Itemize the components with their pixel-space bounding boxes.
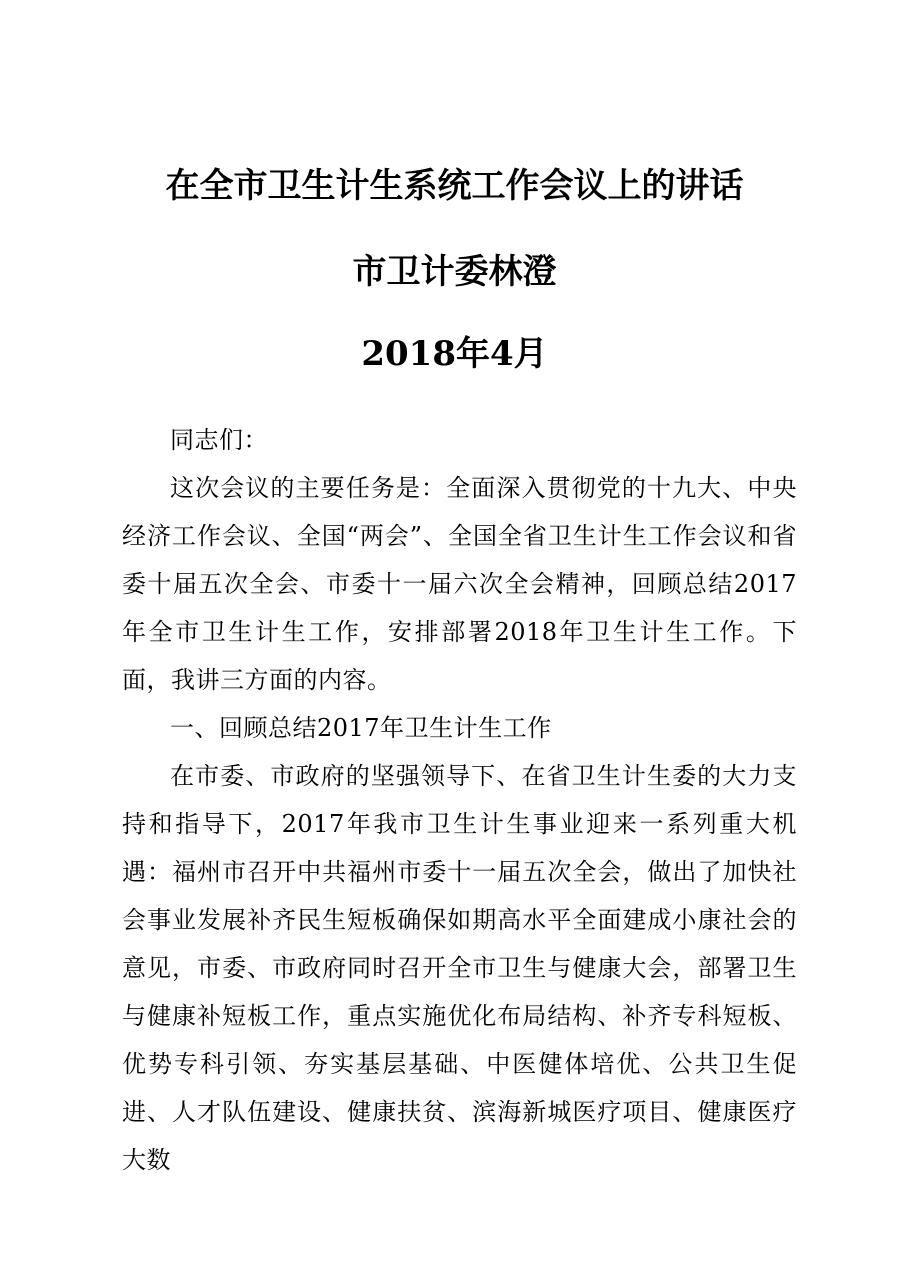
document-body [122, 416, 797, 1184]
section-heading: 一、回顾总结2017年卫生计生工作 [170, 714, 552, 742]
review-paragraph: 在市委、市政府的坚强领导下、在省卫生计生委的大力支持和指导下，2017年我市卫生计生事业迎来一系列重大机遇：福州市召开中共福州市委十一届五次全会，做出了加快社会事业发展补齐民生短板确保如期高水平全面建成小康社会的意见，市委、市政府同时召开全市卫生与健康大会，部署卫生与健康补短板工作，重点实施优化布局结构、补齐专科短板、优势专科引领、夯实基层基础、中医健体培优、公共卫生促进、人才队伍建设、健康扶贫、滨海新城医疗项目、健康医疗大数 [122, 762, 797, 1174]
document-speaker: 市卫计委林澄 [352, 252, 557, 292]
intro-paragraph: 这次会议的主要任务是：全面深入贯彻党的十九大、中央经济工作会议、全国“两会”、全国全省卫生计生工作会议和省委十届五次全会、市委十一届六次全会精神，回顾总结2017年全市卫生计生工作，安排部署2018年卫生计生工作。下面，我讲三方面的内容。 [122, 474, 797, 694]
document-date: 2018年4月 [361, 334, 548, 374]
salutation-paragraph: 同志们： [170, 426, 268, 454]
document-title: 在全市卫生计生系统工作会议上的讲话 [165, 166, 744, 206]
